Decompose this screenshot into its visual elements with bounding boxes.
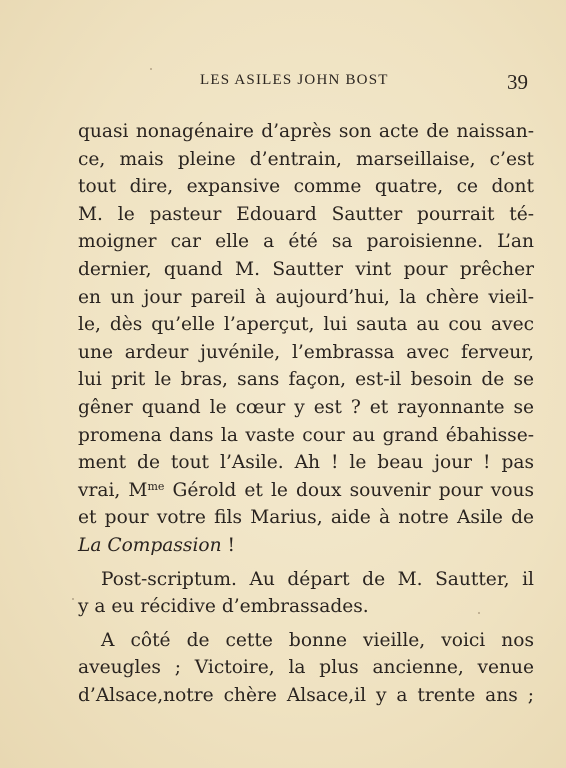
text-fragment: vrai, M (78, 479, 148, 501)
text-fragment: Gérold et le doux souvenir pour vous (164, 479, 534, 501)
text-line: ce, mais pleine d’entrain, marseillaise, c’est (78, 148, 534, 170)
paragraph-2 (78, 566, 534, 621)
text-line (78, 477, 534, 505)
page-number: 39 (507, 70, 528, 94)
text-line: d’Alsace,notre chère Alsace,il y a trente ans ; (78, 684, 534, 706)
text-line: dernier, quand M. Sautter vint pour prêcher (78, 258, 534, 280)
text-line: Post-scriptum. Au départ de M. Sautter, il (101, 568, 534, 590)
text-line: gêner quand le cœur y est ? et rayonnante se (78, 396, 534, 418)
paragraph-3 (78, 627, 534, 710)
text-fragment: ! (221, 534, 235, 556)
text-line: promena dans la vaste cour au grand ébahisse- (78, 424, 534, 446)
running-head (0, 72, 566, 96)
superscript: me (147, 479, 165, 493)
body-text (78, 118, 534, 709)
text-line: en un jour pareil à aujourd’hui, la chère vieil- (78, 286, 534, 308)
italic-title: La Compassion (78, 534, 222, 556)
text-line (78, 532, 534, 560)
text-line: une ardeur juvénile, l’embrassa avec ferveur, (78, 341, 534, 363)
text-line: A côté de cette bonne vieille, voici nos (101, 629, 534, 651)
text-line: et pour votre fils Marius, aide à notre Asile de (78, 507, 534, 529)
text-line: le, dès qu’elle l’aperçut, lui sauta au cou avec (78, 314, 534, 336)
running-title: LES ASILES JOHN BOST (200, 72, 389, 88)
text-line: y a eu récidive d’embrassades. (78, 596, 369, 618)
text-line: ment de tout l’Asile. Ah ! le beau jour ! pas (78, 452, 534, 474)
text-line: tout dire, expansive comme quatre, ce dont (78, 176, 534, 198)
paper-speck (72, 598, 74, 600)
paper-speck (150, 68, 152, 70)
text-line: lui prit le bras, sans façon, est-il besoin de se (78, 369, 534, 391)
paper-speck (478, 612, 480, 614)
paragraph-1 (78, 118, 534, 560)
text-line: quasi nonagénaire d’après son acte de naissan- (78, 121, 534, 142)
text-line: aveugles ; Victoire, la plus ancienne, venue (78, 657, 534, 679)
text-line: moigner car elle a été sa paroisienne. L’an (78, 231, 534, 253)
text-line: M. le pasteur Edouard Sautter pourrait té- (78, 203, 534, 225)
